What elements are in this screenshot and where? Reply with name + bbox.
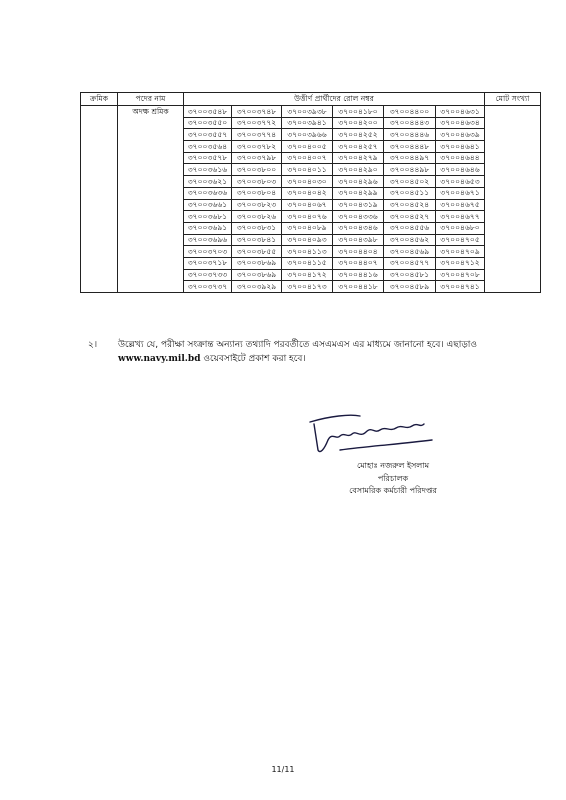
roll-number-cell: ৩৭০০৪২৫৭	[333, 141, 384, 153]
roll-number-cell: ৩৭০০৪২৫২	[333, 129, 384, 141]
header-roll: উত্তীর্ণ প্রার্থীদের রোল নম্বর	[184, 93, 485, 106]
roll-number-cell: ৩৭০০৩৮৩১	[232, 222, 282, 234]
roll-number-cell: ৩৭০০৩৭৮২	[232, 141, 282, 153]
roll-number-cell: ৩৭০০৪৫৮৯	[384, 281, 436, 293]
roll-number-cell: ৩৭০০৩৭৭২	[232, 117, 282, 129]
website-link[interactable]: www.navy.mil.bd	[118, 354, 201, 364]
roll-number-cell: ৩৭০০৩৮০০	[232, 164, 282, 176]
roll-number-cell: ৩৭০০৪৪৯৭	[384, 152, 436, 164]
roll-number-cell: ৩৭০০৪৪৪৬	[384, 129, 436, 141]
roll-number-cell: ৩৭০০৩৫৬৪	[184, 141, 232, 153]
roll-number-cell: ৩৭০০৪৫৮১	[384, 269, 436, 281]
roll-number-cell: ৩৭০০৪৬৩৯	[436, 129, 485, 141]
roll-number-cell: ৩৭০০৪০৮৯	[282, 222, 333, 234]
roll-number-cell: ৩৭০০৪৬৭১	[436, 187, 485, 199]
roll-number-cell: ৩৭০০৪৭০৯	[436, 246, 485, 258]
roll-number-cell: ৩৭০০৩৮৫৫	[232, 246, 282, 258]
signatory-office: বেসামরিক কর্মচারী পরিদপ্তর	[349, 486, 437, 495]
roll-number-cell: ৩৭০০৪৪১৬	[333, 269, 384, 281]
roll-number-cell: ৩৭০০৩৭১৮	[184, 257, 232, 269]
roll-number-cell: ৩৭০০৪২৯৯	[333, 187, 384, 199]
roll-number-cell: ৩৭০০৩৬৩৬	[184, 187, 232, 199]
roll-number-cell: ৩৭০০৩৮৬৯	[232, 269, 282, 281]
roll-number-cell: ৩৭০০৩৯৪১	[282, 117, 333, 129]
roll-number-cell: ৩৭০০৪০৯৩	[282, 234, 333, 246]
roll-number-cell: ৩৭০০৪৫২৪	[384, 199, 436, 211]
roll-number-cell: ৩৭০০৪৫৬৯	[384, 246, 436, 258]
roll-number-cell: ৩৭০০৪২৭৯	[333, 152, 384, 164]
roll-number-cell: ৩৭০০৩৮৪১	[232, 234, 282, 246]
results-table	[80, 92, 541, 293]
roll-number-cell: ৩৭০০৩৬২১	[184, 176, 232, 188]
roll-number-cell: ৩৭০০৪০৩০	[282, 176, 333, 188]
roll-number-cell: ৩৭০০৪১১৫	[282, 257, 333, 269]
roll-number-cell: ৩৭০০৪৩১৯	[333, 199, 384, 211]
roll-number-cell: ৩৭০০৪৬৪৬	[436, 164, 485, 176]
roll-number-cell: ৩৭০০৩৭০৩	[184, 246, 232, 258]
roll-number-cell: ৩৭০০৪৪৪৩	[384, 117, 436, 129]
roll-number-cell: ৩৭০০৪২০০	[333, 117, 384, 129]
roll-number-cell: ৩৭০০৪৪০৭	[333, 257, 384, 269]
roll-number-cell: ৩৭০০৩৯৬৬	[282, 129, 333, 141]
table-body	[81, 106, 541, 293]
roll-number-cell: ৩৭০০৩৭৩৩	[184, 269, 232, 281]
header-total: মোট সংখ্যা	[485, 93, 541, 106]
roll-number-cell: ৩৭০০৩৫৫৭	[184, 129, 232, 141]
roll-number-cell: ৩৭০০৪১৮০	[333, 106, 384, 118]
roll-number-cell: ৩৭০০৩৭৩৭	[184, 281, 232, 293]
table-header-row	[81, 93, 541, 106]
roll-number-cell: ৩৭০০৪৭৪১	[436, 281, 485, 293]
roll-number-cell: ৩৭০০৪০৬৭	[282, 199, 333, 211]
roll-number-cell: ৩৭০০৩৬১৬	[184, 164, 232, 176]
note-paragraph	[90, 338, 530, 366]
roll-number-cell: ৩৭০০৪০৪২	[282, 187, 333, 199]
roll-number-cell: ৩৭০০৪১৭২	[282, 269, 333, 281]
roll-number-cell: ৩৭০০৪৪৯৮	[384, 164, 436, 176]
table-row	[81, 106, 541, 118]
note-text-after: ওয়েবসাইটে প্রকাশ করা হবে।	[200, 354, 306, 364]
roll-number-cell: ৩৭০০৩৬৮১	[184, 211, 232, 223]
roll-number-cell: ৩৭০০৪০০৭	[282, 152, 333, 164]
roll-number-cell: ৩৭০০৪১১৩	[282, 246, 333, 258]
roll-number-cell: ৩৭০০৪৬৩৪	[436, 117, 485, 129]
roll-number-cell: ৩৭০০৪৫৫৬	[384, 222, 436, 234]
roll-number-cell: ৩৭০০৩৭৪৮	[232, 106, 282, 118]
roll-number-cell: ৩৭০০৪৭০৮	[436, 269, 485, 281]
serial-cell	[81, 106, 118, 293]
roll-number-cell: ৩৭০০৪০১১	[282, 164, 333, 176]
roll-number-cell: ৩৭০০৩৭৯৮	[232, 152, 282, 164]
roll-number-cell: ৩৭০০৪৪০৪	[333, 246, 384, 258]
roll-number-cell: ৩৭০০৪৫০২	[384, 176, 436, 188]
signature-image	[300, 410, 440, 456]
roll-number-cell: ৩৭০০৪৩৪৬	[333, 222, 384, 234]
roll-number-cell: ৩৭০০৪৬৫৩	[436, 176, 485, 188]
roll-number-cell: ৩৭০০৩৬৯১	[184, 222, 232, 234]
roll-number-cell: ৩৭০০৩৮৬৯	[232, 257, 282, 269]
page-number: 11/11	[271, 765, 295, 774]
roll-number-cell: ৩৭০০৪৩৯৮	[333, 234, 384, 246]
roll-number-cell: ৩৭০০৩৬৬১	[184, 199, 232, 211]
roll-number-cell: ৩৭০০৪২৯৬	[333, 176, 384, 188]
total-cell	[485, 106, 541, 293]
roll-number-cell: ৩৭০০৪৫৭৭	[384, 257, 436, 269]
roll-number-cell: ৩৭০০৪০০৫	[282, 141, 333, 153]
roll-number-cell: ৩৭০০৪৬৮০	[436, 222, 485, 234]
roll-number-cell: ৩৭০০৪৫১১	[384, 187, 436, 199]
note-number: ২।	[88, 340, 98, 350]
roll-number-cell: ৩৭০০৪৬৪৪	[436, 152, 485, 164]
roll-number-cell: ৩৭০০৪৬৩১	[436, 106, 485, 118]
roll-number-cell: ৩৭০০৩৮০৩	[232, 176, 282, 188]
roll-number-cell: ৩৭০০৪৬৭৫	[436, 199, 485, 211]
roll-number-cell: ৩৭০০৪৪০০	[384, 106, 436, 118]
signatory-designation: পরিচালক	[377, 473, 409, 483]
roll-number-cell: ৩৭০০৩৮০৪	[232, 187, 282, 199]
roll-number-cell: ৩৭০০৩৯৩৮	[282, 106, 333, 118]
roll-number-cell: ৩৭০০৩৫৫০	[184, 117, 232, 129]
roll-number-cell: ৩৭০০৪৪১৮	[333, 281, 384, 293]
roll-number-cell: ৩৭০০৪৬৭৭	[436, 211, 485, 223]
roll-number-cell: ৩৭০০৪৩৩৬	[333, 211, 384, 223]
post-name-cell: অদক্ষ শ্রমিক	[118, 106, 184, 293]
roll-number-cell: ৩৭০০৩৭৭৪	[232, 129, 282, 141]
roll-number-cell: ৩৭০০৩৮২৬	[232, 211, 282, 223]
roll-number-cell: ৩৭০০৩৫৪৮	[184, 106, 232, 118]
roll-number-cell: ৩৭০০৩৫৭৮	[184, 152, 232, 164]
roll-number-cell: ৩৭০০৩৬৯৬	[184, 234, 232, 246]
roll-number-cell: ৩৭০০৪৫৬২	[384, 234, 436, 246]
note-text: উল্লেখ্য যে, পরীক্ষা সংক্রান্ত অন্যান্য তথ্যাদি পরবর্তীতে এসএমএস এর মাধ্যমে জানানো হবে। এছাড়াও	[118, 340, 477, 350]
header-serial: ক্রমিক	[81, 93, 118, 106]
roll-number-cell: ৩৭০০৪০৭৬	[282, 211, 333, 223]
roll-number-cell: ৩৭০০৪৭০৫	[436, 234, 485, 246]
roll-number-cell: ৩৭০০৩৮২৩	[232, 199, 282, 211]
roll-number-cell: ৩৭০০৪৫২৭	[384, 211, 436, 223]
roll-number-cell: ৩৭০০৪২৯০	[333, 164, 384, 176]
signature-block	[318, 460, 468, 498]
roll-number-cell: ৩৭০০৪৪৪৮	[384, 141, 436, 153]
roll-number-cell: ৩৭০০৪৭১২	[436, 257, 485, 269]
roll-number-cell: ৩৭০০৪১৭৩	[282, 281, 333, 293]
header-post: পদের নাম	[118, 93, 184, 106]
roll-number-cell: ৩৭০০৩৯২৯	[232, 281, 282, 293]
roll-number-cell: ৩৭০০৪৬৪১	[436, 141, 485, 153]
signatory-name: মোহাঃ নজরুল ইসলাম	[356, 461, 430, 470]
